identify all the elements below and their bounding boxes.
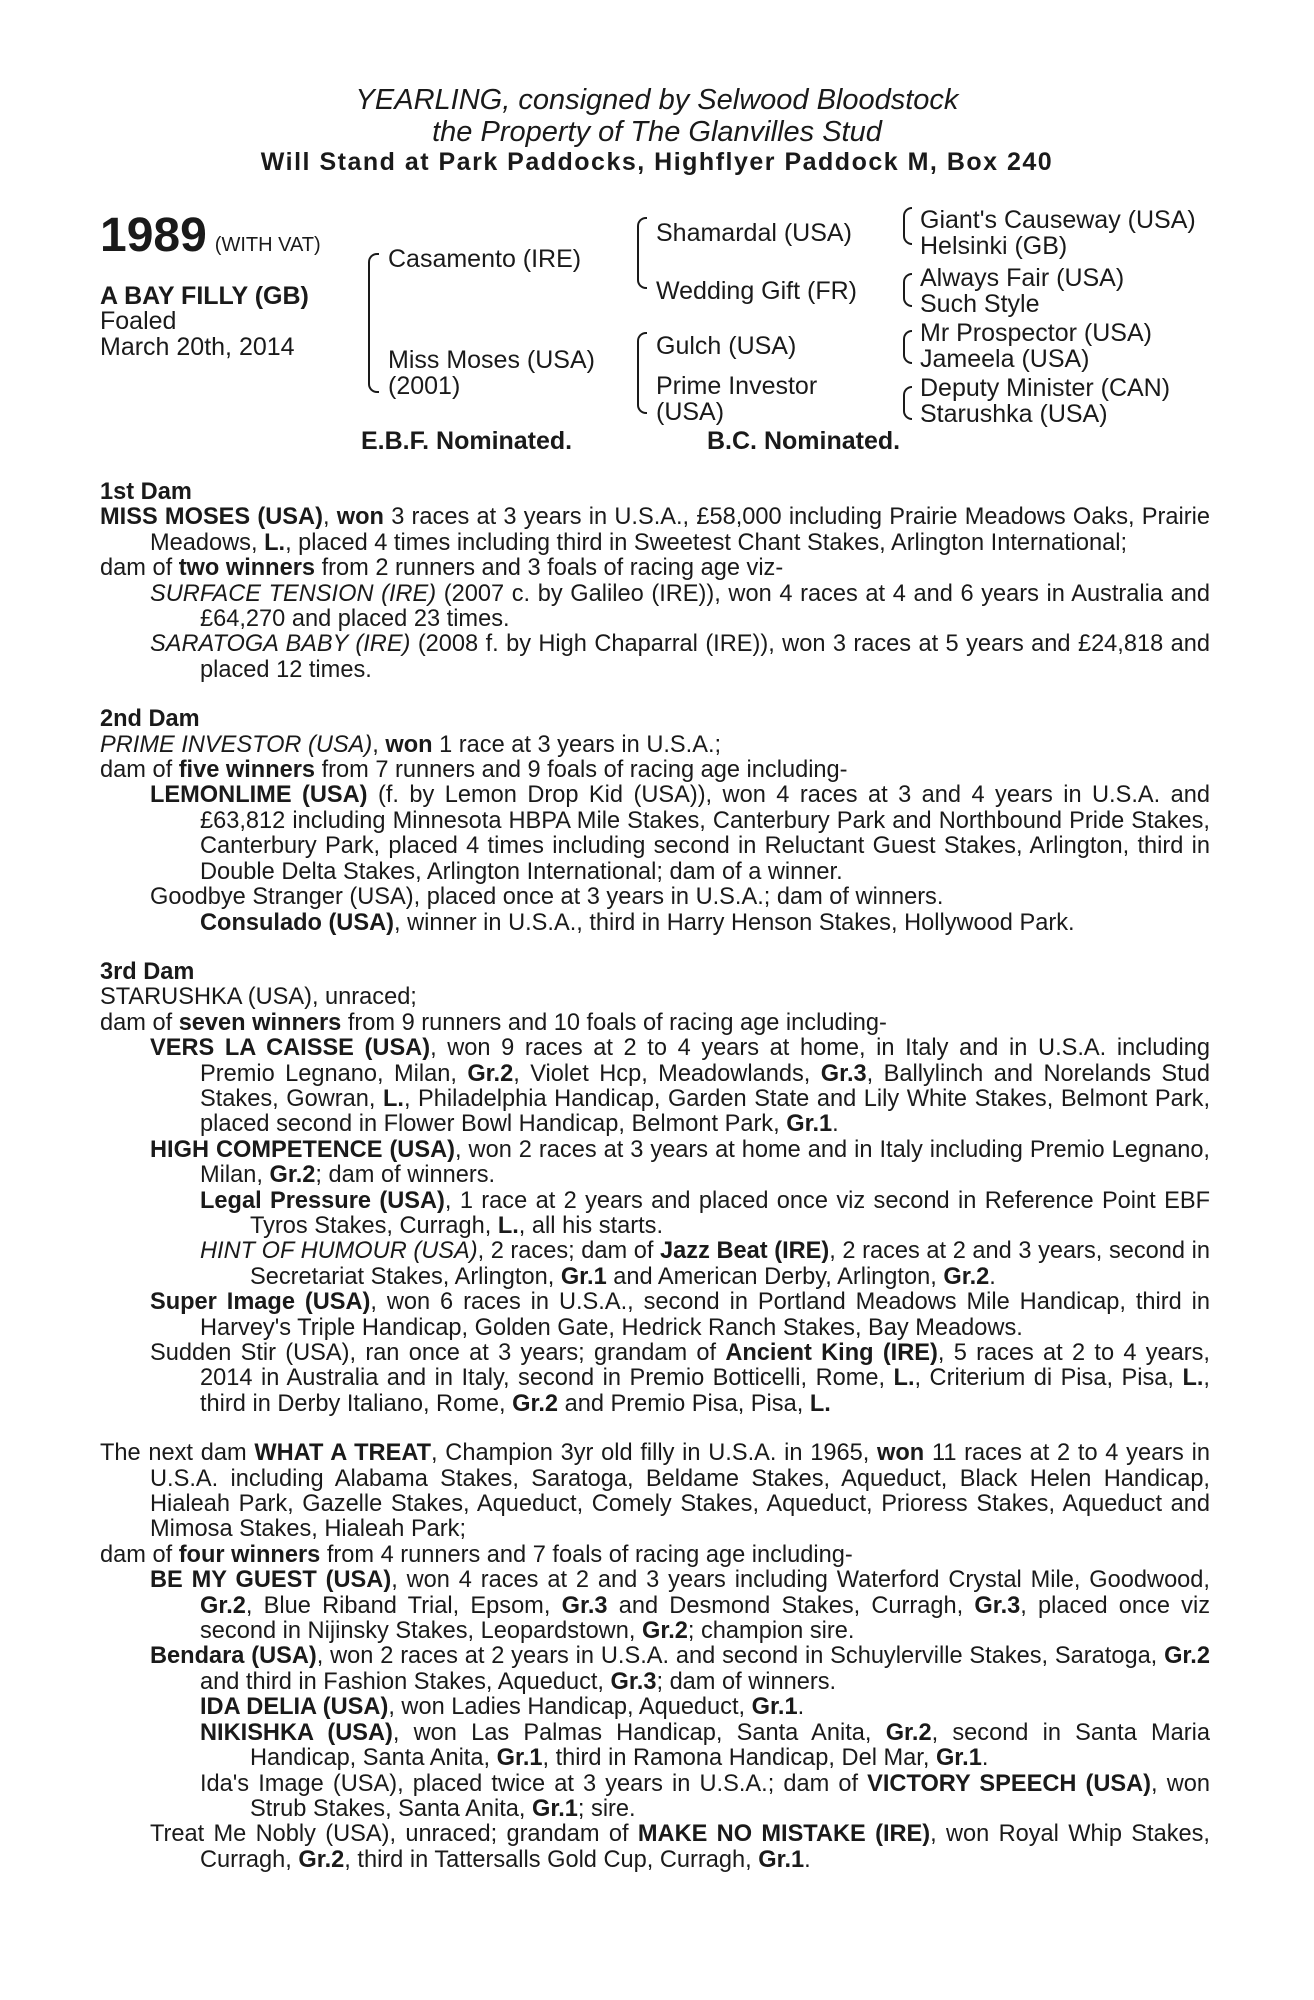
grandsire-2: Always Fair (USA) <box>920 264 1125 292</box>
next-dam-grand-offspring-2: NIKISHKA (USA), won Las Palmas Handicap, Santa Anita, Gr.2, second in Santa Maria Handicap, Santa Anita, Gr.1, third in Ramona Handicap, Del Mar, Gr.1. <box>200 1719 1211 1772</box>
second-dam-heading: 2nd Dam <box>100 706 200 733</box>
dam-brace-bottom <box>637 372 647 414</box>
first-dam-heading: 1st Dam <box>100 479 192 505</box>
second-dam-offspring-1: LEMONLIME (USA) (f. by Lemon Drop Kid (USA)), won 4 races at 3 and 4 years in U.S.A. and £63,812 including Minnesota HBPA Mile Stakes, Canterbury Park and Northbound Pride Stakes, Canterbury Park, placed 4 times including second in Reluctant Guest Stakes, Arlington, third in Double Delta Stakes, Arlington International; dam of a winner. <box>150 782 1210 885</box>
g-brace-3b <box>903 346 912 364</box>
grandsire-1: Giant's Causeway (USA) <box>920 206 1196 234</box>
third-dam-heading: 3rd Dam <box>100 958 195 985</box>
produce-record <box>100 480 1210 1873</box>
first-dam-offspring-1: SURFACE TENSION (IRE) (2007 c. by Galileo (IRE)), won 4 races at 4 and 6 years in Australia and £64,270 and placed 23 times. <box>150 580 1210 633</box>
foaled-label: Foaled <box>100 307 177 335</box>
second-dam-offspring-3: Consulado (USA), winner in U.S.A., third in Harry Henson Stakes, Hollywood Park. <box>200 909 1075 936</box>
g-brace-1b <box>903 225 912 245</box>
sire: Casamento (IRE) <box>388 245 582 273</box>
third-dam-grand-offspring-2: HINT OF HUMOUR (USA), 2 races; dam of Jazz Beat (IRE), 2 races at 2 and 3 years, second in Secretariat Stakes, Arlington, Gr.1 and American Derby, Arlington, Gr.2. <box>200 1238 1210 1290</box>
third-dam-produce: dam of seven winners from 9 runners and 10 foals of racing age including- <box>100 1009 887 1036</box>
sire-sire: Shamardal (USA) <box>656 219 852 247</box>
lot-number: 1989 <box>100 209 207 262</box>
foaled-date: March 20th, 2014 <box>100 333 295 361</box>
second-dam-offspring-2: Goodbye Stranger (USA), placed once at 3 years in U.S.A.; dam of winners. <box>150 884 944 911</box>
pedigree-brace-bottom <box>368 341 379 393</box>
third-dam-offspring-3: Super Image (USA), won 6 races in U.S.A., second in Portland Meadows Mile Handicap, third in Harvey's Triple Handicap, Golden Gate, Hedrick Ranch Stakes, Bay Meadows. <box>150 1289 1210 1341</box>
third-dam-offspring-4: Sudden Stir (USA), ran once at 3 years; grandam of Ancient King (IRE), 5 races at 2 to 4 years, 2014 in Australia and in Italy, second in Premio Botticelli, Rome, L., Criterium di Pisa, Pisa, L., third in Derby Italiano, Rome, Gr.2 and Premio Pisa, Pisa, L. <box>150 1340 1210 1417</box>
grandsire-3: Mr Prospector (USA) <box>920 319 1152 347</box>
g-brace-1 <box>903 207 912 227</box>
horse-description: A BAY FILLY (GB) <box>100 282 309 310</box>
dam-brace-top <box>637 332 647 374</box>
second-dam-produce: dam of five winners from 7 runners and 9 foals of racing age including- <box>100 757 848 784</box>
lot-number-block <box>100 208 321 263</box>
next-dam-produce: dam of four winners from 4 runners and 7 foals of racing age including- <box>100 1541 853 1568</box>
next-dam-grand-offspring-3: Ida's Image (USA), placed twice at 3 years in U.S.A.; dam of VICTORY SPEECH (USA), won Strub Stakes, Santa Anita, Gr.1; sire. <box>200 1770 1210 1822</box>
third-dam-offspring-2: HIGH COMPETENCE (USA), won 2 races at 3 years at home and in Italy including Premio Legnano, Milan, Gr.2; dam of winners. <box>150 1136 1210 1189</box>
sire-dam: Wedding Gift (FR) <box>656 277 857 305</box>
next-dam-record: The next dam WHAT A TREAT, Champion 3yr old filly in U.S.A. in 1965, won 11 races at 2 to 4 years in U.S.A. including Alabama Stakes, Saratoga, Beldame Stakes, Aqueduct, Black Helen Handicap, Hialeah Park, Gazelle Stakes, Aqueduct, Comely Stakes, Aqueduct, Prioress Stakes, Aqueduct and Mimosa Stakes, Hialeah Park; <box>100 1440 1210 1543</box>
dam-year: (2001) <box>388 372 461 400</box>
dam: Miss Moses (USA) <box>388 346 595 374</box>
grandsire-4: Deputy Minister (CAN) <box>920 374 1171 402</box>
bc-nominated: B.C. Nominated. <box>707 427 901 455</box>
next-dam-grand-offspring-1: IDA DELIA (USA), won Ladies Handicap, Aqueduct, Gr.1. <box>200 1694 805 1721</box>
stand-location-line: Will Stand at Park Paddocks, Highflyer Paddock M, Box 240 <box>260 148 1054 176</box>
first-dam-record: MISS MOSES (USA), won 3 races at 3 years in U.S.A., £58,000 including Prairie Meadows Oaks, Prairie Meadows, L., placed 4 times including third in Sweetest Chant Stakes, Arlington International; <box>100 504 1210 556</box>
next-dam-offspring-1: BE MY GUEST (USA), won 4 races at 2 and 3 years including Waterford Crystal Mile, Goodwood, Gr.2, Blue Riband Trial, Epsom, Gr.3 and Desmond Stakes, Curragh, Gr.3, placed once viz second in Nijinsky Stakes, Leopardstown, Gr.2; champion sire. <box>150 1567 1210 1645</box>
ebf-nominated: E.B.F. Nominated. <box>361 427 573 455</box>
pedigree-brace-top <box>368 253 379 343</box>
first-dam-produce: dam of two winners from 2 runners and 3 foals of racing age viz- <box>100 555 784 582</box>
second-dam-record: PRIME INVESTOR (USA), won 1 race at 3 years in U.S.A.; <box>100 731 722 758</box>
property-line: the Property of The Glanvilles Stud <box>432 116 882 148</box>
third-dam-grand-offspring-1: Legal Pressure (USA), 1 race at 2 years and placed once viz second in Reference Point EBF Tyros Stakes, Curragh, L., all his starts. <box>200 1187 1210 1239</box>
third-dam-record: STARUSHKA (USA), unraced; <box>100 984 417 1011</box>
consignor-line: YEARLING, consigned by Selwood Bloodstock <box>355 84 959 116</box>
granddam-2: Such Style <box>920 290 1040 318</box>
third-dam-offspring-1: VERS LA CAISSE (USA), won 9 races at 2 to 4 years at home, in Italy and in U.S.A. including Premio Legnano, Milan, Gr.2, Violet Hcp, Meadowlands, Gr.3, Ballylinch and Norelands Stud Stakes, Gowran, L., Philadelphia Handicap, Garden State and Lily White Stakes, Belmont Park, placed second in Flower Bowl Handicap, Belmont Park, Gr.1. <box>150 1035 1210 1138</box>
g-brace-4b <box>903 402 912 420</box>
granddam-1: Helsinki (GB) <box>920 232 1068 260</box>
next-dam-offspring-2: Bendara (USA), won 2 races at 2 years in U.S.A. and second in Schuylerville Stakes, Saratoga, Gr.2 and third in Fashion Stakes, Aqueduct, Gr.3; dam of winners. <box>150 1643 1210 1695</box>
vat-note: (WITH VAT) <box>214 234 321 256</box>
sire-brace-bottom <box>637 252 647 289</box>
dam-sire: Gulch (USA) <box>656 332 797 360</box>
dam-dam: Prime Investor <box>656 372 818 400</box>
g-brace-2b <box>903 289 912 307</box>
granddam-4: Starushka (USA) <box>920 400 1108 428</box>
first-dam-offspring-2: SARATOGA BABY (IRE) (2008 f. by High Chaparral (IRE)), won 3 races at 5 years and £24,818 and placed 12 times. <box>150 631 1210 683</box>
next-dam-offspring-3: Treat Me Nobly (USA), unraced; grandam of MAKE NO MISTAKE (IRE), won Royal Whip Stakes, Curragh, Gr.2, third in Tattersalls Gold Cup, Curragh, Gr.1. <box>150 1821 1210 1873</box>
granddam-3: Jameela (USA) <box>920 345 1090 373</box>
dam-dam-country: (USA) <box>656 398 725 426</box>
sire-brace-top <box>637 217 647 254</box>
